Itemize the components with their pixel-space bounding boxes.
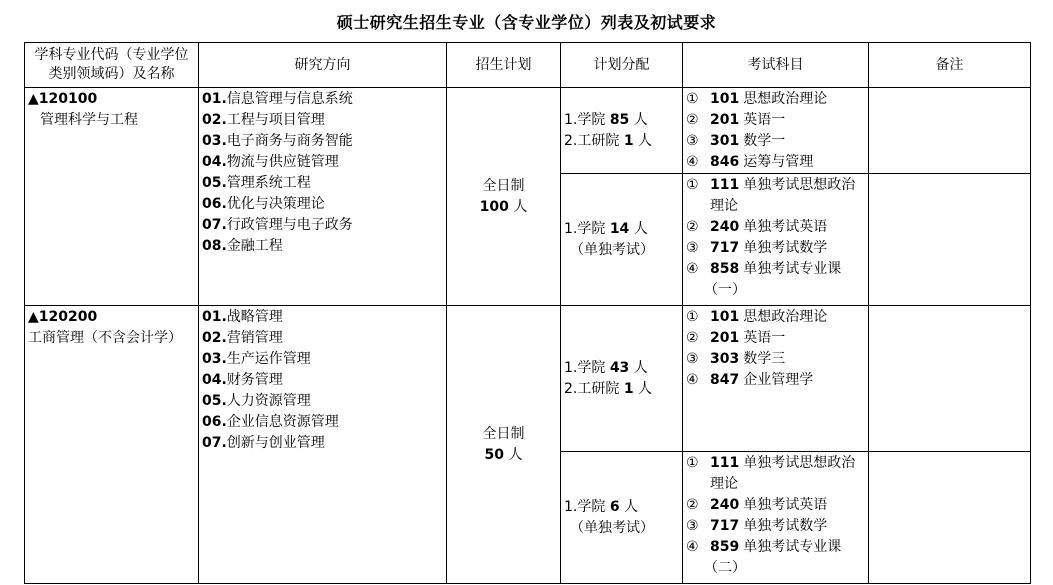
exam-index: ③ xyxy=(686,240,699,256)
exam-code: 240 xyxy=(710,219,740,235)
allocation-unit: 人 xyxy=(629,111,648,128)
exam-item xyxy=(686,217,865,238)
exam-index: ② xyxy=(686,497,699,513)
direction-item xyxy=(202,412,443,433)
direction-number: 01. xyxy=(202,91,227,107)
exam-item xyxy=(686,349,865,370)
exam-subject xyxy=(710,110,785,131)
allocation-line xyxy=(564,358,679,379)
exam-subject xyxy=(710,307,827,328)
direction-text: 信息管理与信息系统 xyxy=(226,91,353,107)
table-row xyxy=(25,88,1031,174)
exam-name: 单独考试英语 xyxy=(743,497,828,513)
exam-index: ③ xyxy=(686,518,699,534)
allocation-line xyxy=(564,240,679,261)
exam-subject xyxy=(710,370,813,391)
table-row xyxy=(25,306,1031,452)
exam-index: ③ xyxy=(686,133,699,149)
exam-name: 英语一 xyxy=(743,330,786,346)
admissions-table xyxy=(24,42,1031,584)
exam-subject xyxy=(710,328,785,349)
exam-continuation-text: 理论 xyxy=(710,476,738,492)
exam-name: 单独考试数学 xyxy=(743,518,828,534)
direction-number: 07. xyxy=(202,435,227,451)
direction-text: 创新与创业管理 xyxy=(226,435,325,451)
allocation-label: 1.学院 xyxy=(564,111,610,128)
exam-index: ② xyxy=(686,330,699,346)
exam-continuation xyxy=(686,558,865,579)
plan-count-unit: 人 xyxy=(508,446,523,463)
exam-name: 思想政治理论 xyxy=(743,91,828,107)
exam-subject xyxy=(710,152,813,173)
exam-name: 单独考试专业课 xyxy=(743,261,842,277)
exam-index: ③ xyxy=(686,351,699,367)
exam-item xyxy=(686,89,865,110)
exam-item xyxy=(686,175,865,196)
direction-item xyxy=(202,215,443,236)
exam-continuation xyxy=(686,196,865,217)
exam-subject xyxy=(710,349,785,370)
exam-name: 数学三 xyxy=(743,351,786,367)
header-direction: 研究方向 xyxy=(199,43,447,88)
header-major: 学科专业代码（专业学位类别领域码）及名称 xyxy=(25,43,199,88)
exam-name: 单独考试思想政治 xyxy=(743,177,856,193)
direction-text: 生产运作管理 xyxy=(226,351,311,367)
direction-text: 战略管理 xyxy=(226,309,283,325)
allocation-number: 43 xyxy=(609,359,630,376)
exam-continuation xyxy=(686,474,865,495)
direction-item xyxy=(202,89,443,110)
exam-name: 运筹与管理 xyxy=(743,154,814,170)
exam-code: 717 xyxy=(710,240,740,256)
allocation-number: 85 xyxy=(609,111,630,128)
exam-item xyxy=(686,370,865,391)
direction-number: 03. xyxy=(202,133,227,149)
allocation-line xyxy=(564,131,679,152)
exam-name: 单独考试专业课 xyxy=(743,539,842,555)
exam-subject xyxy=(710,537,841,558)
exam-item xyxy=(686,537,865,558)
exam-item xyxy=(686,307,865,328)
direction-item xyxy=(202,349,443,370)
exam-subject xyxy=(710,175,855,196)
page-title: 硕士研究生招生专业（含专业学位）列表及初试要求 xyxy=(336,13,717,32)
exam-index: ① xyxy=(686,309,699,325)
header-remark: 备注 xyxy=(869,43,1031,88)
direction-text: 财务管理 xyxy=(226,372,283,388)
direction-text: 管理系统工程 xyxy=(226,175,311,191)
header-plan: 招生计划 xyxy=(447,43,561,88)
exam-item xyxy=(686,152,865,173)
exam-cell xyxy=(683,452,869,584)
exam-code: 859 xyxy=(710,539,740,555)
direction-item xyxy=(202,328,443,349)
exam-index: ② xyxy=(686,219,699,235)
direction-number: 08. xyxy=(202,238,227,254)
major-cell xyxy=(25,306,199,584)
plan-count-number: 100 xyxy=(479,198,509,215)
exam-code: 240 xyxy=(710,497,740,513)
direction-item xyxy=(202,110,443,131)
exam-continuation-text: （一） xyxy=(704,282,746,298)
allocation-line xyxy=(564,497,679,518)
header-exam: 考试科目 xyxy=(683,43,869,88)
exam-cell xyxy=(683,174,869,306)
direction-text: 人力资源管理 xyxy=(226,393,311,409)
exam-subject xyxy=(710,217,827,238)
exam-code: 301 xyxy=(710,133,740,149)
exam-code: 101 xyxy=(710,309,740,325)
exam-continuation-text: （二） xyxy=(704,560,746,576)
exam-code: 201 xyxy=(710,330,740,346)
allocation-label: （单独考试） xyxy=(570,519,654,536)
exam-subject xyxy=(710,131,785,152)
exam-name: 数学一 xyxy=(743,133,786,149)
exam-code: 201 xyxy=(710,112,740,128)
exam-code: 303 xyxy=(710,351,740,367)
remark-cell xyxy=(869,452,1031,584)
direction-number: 03. xyxy=(202,351,227,367)
exam-code: 717 xyxy=(710,518,740,534)
direction-item xyxy=(202,173,443,194)
exam-subject xyxy=(710,259,841,280)
exam-subject xyxy=(710,238,827,259)
exam-name: 单独考试英语 xyxy=(743,219,828,235)
allocation-line xyxy=(564,518,679,539)
direction-item xyxy=(202,391,443,412)
allocation-cell xyxy=(561,174,683,306)
exam-code: 847 xyxy=(710,372,740,388)
exam-name: 单独考试思想政治 xyxy=(743,455,856,471)
direction-number: 02. xyxy=(202,330,227,346)
exam-item xyxy=(686,110,865,131)
exam-name: 单独考试数学 xyxy=(743,240,828,256)
allocation-unit: 人 xyxy=(633,132,653,149)
exam-index: ② xyxy=(686,112,699,128)
exam-index: ① xyxy=(686,91,699,107)
allocation-label: 1.学院 xyxy=(564,498,610,515)
exam-subject xyxy=(710,453,855,474)
exam-name: 思想政治理论 xyxy=(743,309,828,325)
allocation-label: 2.工研院 xyxy=(564,132,624,149)
allocation-line xyxy=(564,379,679,400)
table-body xyxy=(25,88,1031,584)
exam-index: ④ xyxy=(686,261,699,277)
direction-text: 金融工程 xyxy=(226,238,283,254)
direction-number: 04. xyxy=(202,372,227,388)
direction-cell xyxy=(199,306,447,584)
allocation-cell xyxy=(561,452,683,584)
direction-text: 工程与项目管理 xyxy=(226,112,325,128)
exam-name: 企业管理学 xyxy=(743,372,814,388)
direction-number: 06. xyxy=(202,414,227,430)
major-name: 管理科学与工程 xyxy=(40,112,138,128)
allocation-line xyxy=(564,110,679,131)
allocation-number: 1 xyxy=(623,380,634,397)
major-code: ▲120200 xyxy=(28,309,98,325)
exam-index: ① xyxy=(686,455,699,471)
plan-cell xyxy=(447,88,561,306)
plan-cell xyxy=(447,306,561,584)
exam-subject xyxy=(710,495,827,516)
plan-count-number: 50 xyxy=(484,446,505,463)
direction-number: 05. xyxy=(202,393,227,409)
direction-number: 05. xyxy=(202,175,227,191)
exam-code: 111 xyxy=(710,177,740,193)
allocation-number: 14 xyxy=(609,220,630,237)
exam-continuation-text: 理论 xyxy=(710,198,738,214)
allocation-unit: 人 xyxy=(629,359,648,376)
exam-code: 858 xyxy=(710,261,740,277)
exam-item xyxy=(686,131,865,152)
exam-index: ④ xyxy=(686,154,699,170)
direction-number: 06. xyxy=(202,196,227,212)
exam-code: 846 xyxy=(710,154,740,170)
plan-count xyxy=(450,197,557,218)
direction-number: 01. xyxy=(202,309,227,325)
direction-item xyxy=(202,131,443,152)
allocation-label: 2.工研院 xyxy=(564,380,624,397)
exam-continuation xyxy=(686,280,865,301)
exam-cell xyxy=(683,306,869,452)
exam-item xyxy=(686,516,865,537)
allocation-label: 1.学院 xyxy=(564,359,610,376)
header-row xyxy=(25,43,1031,88)
direction-item xyxy=(202,433,443,454)
exam-item xyxy=(686,259,865,280)
allocation-label: （单独考试） xyxy=(570,241,654,258)
direction-text: 电子商务与商务智能 xyxy=(226,133,353,149)
major-name: 工商管理（不含会计学） xyxy=(28,330,182,346)
exam-item xyxy=(686,453,865,474)
direction-text: 营销管理 xyxy=(226,330,283,346)
plan-count xyxy=(450,445,557,466)
exam-subject xyxy=(710,89,827,110)
direction-item xyxy=(202,194,443,215)
direction-item xyxy=(202,236,443,257)
direction-text: 企业信息资源管理 xyxy=(226,414,339,430)
allocation-unit: 人 xyxy=(619,498,639,515)
allocation-line xyxy=(564,219,679,240)
direction-number: 07. xyxy=(202,217,227,233)
allocation-cell xyxy=(561,88,683,174)
direction-number: 02. xyxy=(202,112,227,128)
exam-cell xyxy=(683,88,869,174)
direction-cell xyxy=(199,88,447,306)
plan-count-unit: 人 xyxy=(513,198,528,215)
exam-item xyxy=(686,328,865,349)
allocation-unit: 人 xyxy=(633,380,653,397)
allocation-label: 1.学院 xyxy=(564,220,610,237)
exam-index: ④ xyxy=(686,372,699,388)
direction-item xyxy=(202,307,443,328)
plan-mode: 全日制 xyxy=(482,177,525,194)
allocation-cell xyxy=(561,306,683,452)
allocation-number: 6 xyxy=(609,498,620,515)
direction-text: 物流与供应链管理 xyxy=(226,154,339,170)
direction-number: 04. xyxy=(202,154,227,170)
exam-index: ① xyxy=(686,177,699,193)
exam-code: 101 xyxy=(710,91,740,107)
remark-cell xyxy=(869,306,1031,452)
direction-item xyxy=(202,152,443,173)
exam-item xyxy=(686,495,865,516)
exam-code: 111 xyxy=(710,455,740,471)
header-allocation: 计划分配 xyxy=(561,43,683,88)
exam-item xyxy=(686,238,865,259)
major-code: ▲120100 xyxy=(28,91,98,107)
direction-item xyxy=(202,370,443,391)
allocation-number: 1 xyxy=(623,132,634,149)
allocation-unit: 人 xyxy=(629,220,648,237)
direction-text: 行政管理与电子政务 xyxy=(226,217,353,233)
major-cell xyxy=(25,88,199,306)
exam-subject xyxy=(710,516,827,537)
exam-index: ④ xyxy=(686,539,699,555)
remark-cell xyxy=(869,174,1031,306)
remark-cell xyxy=(869,88,1031,174)
direction-text: 优化与决策理论 xyxy=(226,196,325,212)
plan-mode: 全日制 xyxy=(482,425,525,442)
exam-name: 英语一 xyxy=(743,112,786,128)
